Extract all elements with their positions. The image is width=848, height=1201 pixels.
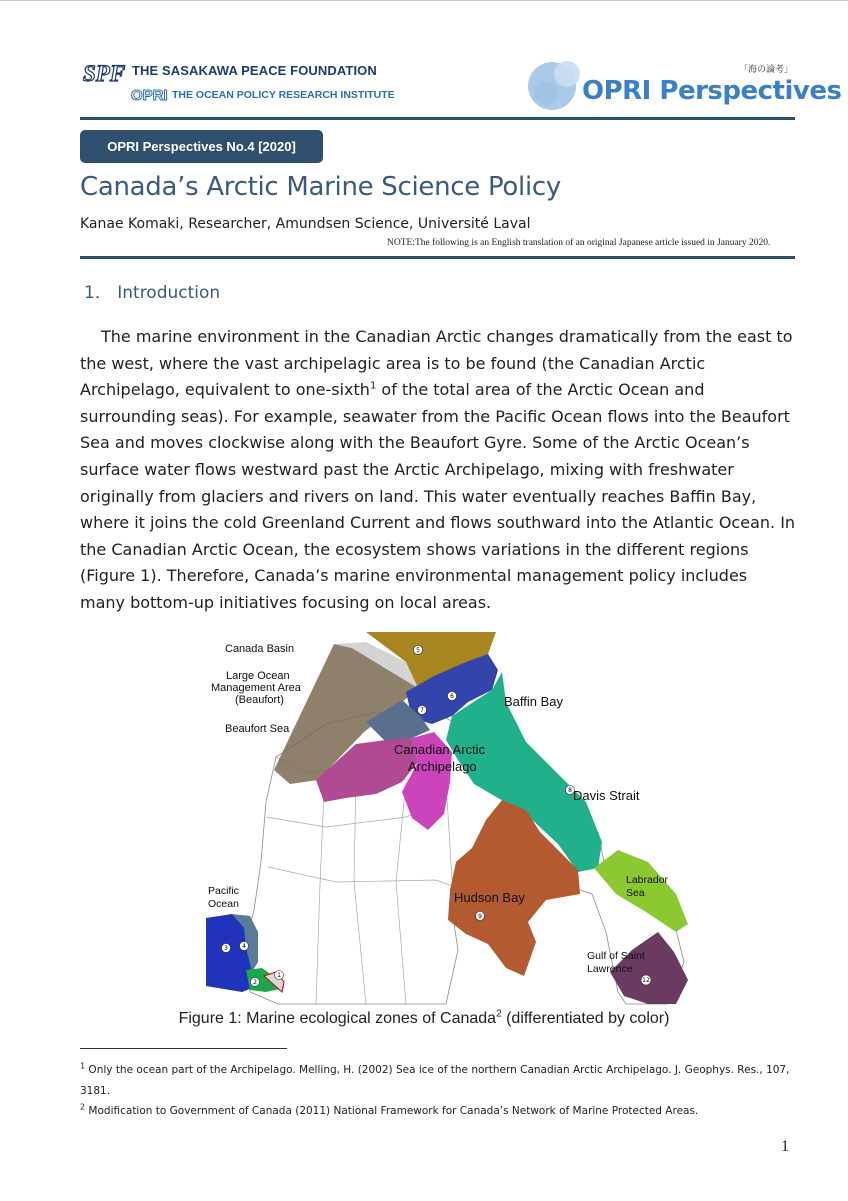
label-caa-2: Archipelago [408,759,477,774]
institute-name: THE OCEAN POLICY RESEARCH INSTITUTE [172,89,395,101]
zone-number-12: 12 [642,977,650,984]
footnote-ref-2[interactable]: 2 [496,1008,502,1020]
footnote-rule [80,1048,287,1049]
label-loma-1: Large Ocean [226,670,290,682]
title-rule [80,256,795,259]
label-canada-basin: Canada Basin [225,643,295,655]
article-title: Canada’s Arctic Marine Science Policy [80,172,561,202]
issue-badge: OPRI Perspectives No.4 [2020] [80,130,323,163]
label-baffin-bay: Baffin Bay [504,694,564,709]
zone-number-5: 5 [416,647,420,654]
para-text-b: of the total area of the Arctic Ocean and surrounding seas). For example, seawater from the Pacific Ocean flows into the Beaufort Sea and moves clockwise along with the Beaufort Gyre. Some of the Arctic Ocean’s surface water flows westward past the Arctic Archipelago, mixing with freshwater originally from glaciers and rivers on land. This water eventually reaches Baffin Bay, where it joins the cold Greenland Current and flows southward into the Atlantic Ocean. In the Canadian Arctic Ocean, the ecosystem shows variations in the different regions (Figure 1). Therefore, Canada’s marine environmental management policy includes many bottom-up initiatives focusing on local areas. [80,380,796,612]
footnote-2 [80,1101,796,1122]
label-gulf-2: Lawrence [587,963,633,975]
label-labrador-2: Sea [626,887,645,899]
opri-logo-icon [130,86,170,103]
spf-logo-icon [82,60,130,86]
footnote-1-marker: 1 [80,1061,86,1071]
section-title: Introduction [117,283,221,303]
label-caa-1: Canadian Arctic [394,742,486,757]
zone-number-7: 7 [420,707,424,714]
footnote-2-text: Modification to Government of Canada (2011) National Framework for Canada’s Network of Marine Protected Areas. [85,1105,699,1117]
caption-text-b: (differentiated by color) [501,1010,670,1027]
zone-number-1: 1 [277,972,281,979]
para-text-a: The marine environment in the Canadian Arctic changes dramatically from the east to the west, where the vast archipelagic area is to be found (the Canadian Arctic Archipelago, equivalent to one-sixth [80,327,793,400]
spf-logo-text: SPF [83,61,126,86]
zone-number-3: 3 [224,945,228,952]
zone-number-2: 2 [253,979,257,986]
page-number: 1 [781,1138,789,1155]
footnote-ref-1[interactable]: 1 [369,380,377,392]
section-number: 1． [84,283,112,303]
intro-paragraph [80,324,796,617]
header-rule [80,117,795,120]
footnote-2-marker: 2 [80,1102,86,1112]
perspectives-jp-label: 「海の論考」 [739,65,794,75]
author-line: Kanae Komaki, Researcher, Amundsen Science, Université Laval [80,216,531,232]
label-loma-2: Management Area [211,682,301,694]
label-beaufort-sea: Beaufort Sea [225,723,290,735]
translation-note: NOTE:The following is an English translation of an original Japanese article issued in January 2020. [387,238,771,248]
top-border [0,0,848,1]
perspectives-title: OPRI Perspectives [582,76,842,106]
label-gulf-1: Gulf of Saint [587,950,645,962]
opri-logo-text: OPRI [131,87,168,103]
label-pacific-1: Pacific [208,885,239,897]
zone-number-4: 4 [242,943,246,950]
marine-zones-map [206,632,688,1006]
zone-number-6: 6 [450,693,454,700]
label-hudson-bay: Hudson Bay [454,890,525,905]
caption-text-a: Figure 1: Marine ecological zones of Canada [178,1010,497,1027]
footnote-1-text: Only the ocean part of the Archipelago. Melling, H. (2002) Sea ice of the northern Canadian Arctic Archipelago. J. Geophys. Res., 107, 3181. [80,1064,790,1097]
label-labrador-1: Labrador [626,874,669,886]
bubbles-logo-icon [526,55,588,113]
label-loma-3: (Beaufort) [235,694,284,706]
section-heading [84,278,220,303]
label-davis-strait: Davis Strait [573,788,640,803]
foundation-name: THE SASAKAWA PEACE FOUNDATION [132,63,377,78]
zone-number-9: 9 [478,913,482,920]
footnote-1 [80,1060,796,1102]
figure-caption [0,1010,848,1028]
zone-number-8: 8 [568,787,572,794]
label-pacific-2: Ocean [208,898,239,910]
